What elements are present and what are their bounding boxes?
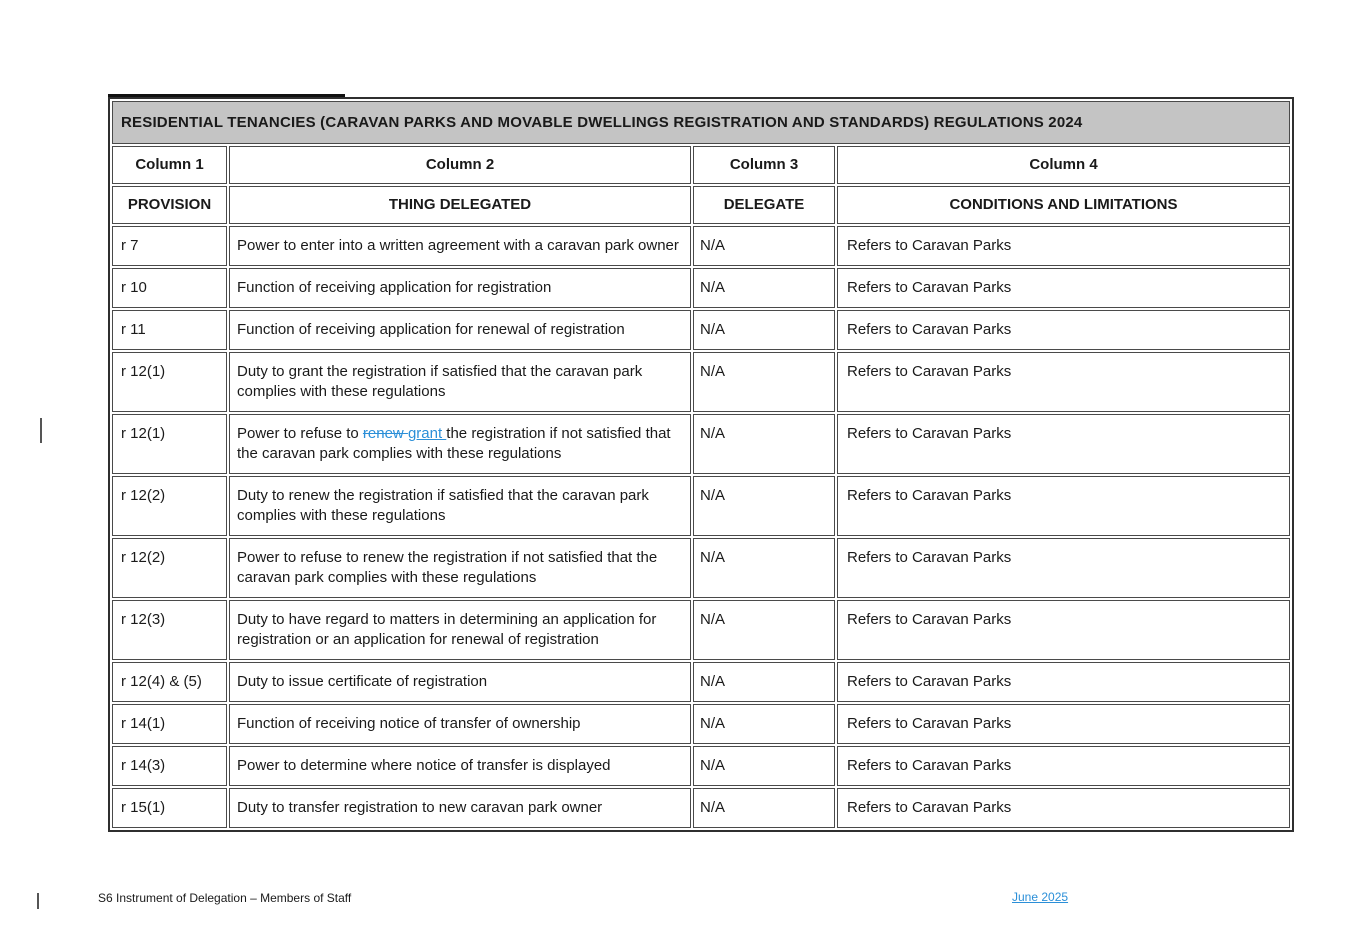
table-body xyxy=(112,101,1290,828)
conditions-cell: Refers to Caravan Parks xyxy=(837,268,1290,308)
provision-cell: r 12(1) xyxy=(112,414,227,474)
delegate-cell: N/A xyxy=(693,788,835,828)
delegate-cell: N/A xyxy=(693,538,835,598)
table-row xyxy=(112,600,1290,660)
thing-delegated-cell: Function of receiving application for renewal of registration xyxy=(229,310,691,350)
delegate-cell: N/A xyxy=(693,268,835,308)
table-row xyxy=(112,538,1290,598)
column-number-header-row xyxy=(112,146,1290,184)
thing-delegated-cell: Duty to transfer registration to new caravan park owner xyxy=(229,788,691,828)
conditions-cell: Refers to Caravan Parks xyxy=(837,226,1290,266)
revision-change-bar-footer xyxy=(37,893,39,909)
delegate-cell: N/A xyxy=(693,226,835,266)
conditions-cell: Refers to Caravan Parks xyxy=(837,476,1290,536)
conditions-cell: Refers to Caravan Parks xyxy=(837,788,1290,828)
delegate-cell: N/A xyxy=(693,746,835,786)
table-row xyxy=(112,788,1290,828)
provision-cell: r 10 xyxy=(112,268,227,308)
column-2-header: Column 2 xyxy=(229,146,691,184)
thing-delegated-cell: Duty to grant the registration if satisfied that the caravan park complies with these regulations xyxy=(229,352,691,412)
thing-delegated-cell: Power to refuse to renew grant the registration if not satisfied that the caravan park complies with these regulations xyxy=(229,414,691,474)
conditions-cell: Refers to Caravan Parks xyxy=(837,746,1290,786)
conditions-header: CONDITIONS AND LIMITATIONS xyxy=(837,186,1290,224)
thing-delegated-cell: Power to refuse to renew the registration if not satisfied that the caravan park complies with these regulations xyxy=(229,538,691,598)
table-row xyxy=(112,268,1290,308)
column-4-header: Column 4 xyxy=(837,146,1290,184)
thing-delegated-cell: Duty to have regard to matters in determining an application for registration or an application for renewal of registration xyxy=(229,600,691,660)
thing-delegated-header: THING DELEGATED xyxy=(229,186,691,224)
provision-cell: r 15(1) xyxy=(112,788,227,828)
table-row xyxy=(112,476,1290,536)
conditions-cell: Refers to Caravan Parks xyxy=(837,662,1290,702)
table-row xyxy=(112,310,1290,350)
table-row xyxy=(112,662,1290,702)
conditions-cell: Refers to Caravan Parks xyxy=(837,538,1290,598)
provision-cell: r 12(2) xyxy=(112,476,227,536)
provision-cell: r 12(4) & (5) xyxy=(112,662,227,702)
delegation-table xyxy=(108,97,1294,832)
title-row xyxy=(112,101,1290,144)
conditions-cell: Refers to Caravan Parks xyxy=(837,600,1290,660)
conditions-cell: Refers to Caravan Parks xyxy=(837,704,1290,744)
conditions-cell: Refers to Caravan Parks xyxy=(837,310,1290,350)
provision-cell: r 14(1) xyxy=(112,704,227,744)
thing-delegated-cell: Function of receiving application for registration xyxy=(229,268,691,308)
delegate-cell: N/A xyxy=(693,600,835,660)
table-row xyxy=(112,704,1290,744)
thing-delegated-cell: Power to determine where notice of transfer is displayed xyxy=(229,746,691,786)
provision-cell: r 12(1) xyxy=(112,352,227,412)
table-row xyxy=(112,746,1290,786)
revision-change-bar xyxy=(40,418,42,443)
delegate-cell: N/A xyxy=(693,414,835,474)
column-1-header: Column 1 xyxy=(112,146,227,184)
thing-delegated-cell: Duty to issue certificate of registration xyxy=(229,662,691,702)
conditions-cell: Refers to Caravan Parks xyxy=(837,414,1290,474)
field-header-row xyxy=(112,186,1290,224)
inserted-text: grant xyxy=(407,425,447,442)
thing-delegated-cell: Power to enter into a written agreement with a caravan park owner xyxy=(229,226,691,266)
provision-cell: r 12(3) xyxy=(112,600,227,660)
provision-cell: r 12(2) xyxy=(112,538,227,598)
provision-header: PROVISION xyxy=(112,186,227,224)
table-row xyxy=(112,414,1290,474)
footer-date-link[interactable]: June 2025 xyxy=(1012,890,1069,904)
delegate-cell: N/A xyxy=(693,704,835,744)
regulation-title: RESIDENTIAL TENANCIES (CARAVAN PARKS AND MOVABLE DWELLINGS REGISTRATION AND STANDARDS) REGULATIONS 2024 xyxy=(112,101,1290,144)
thing-delegated-cell: Duty to renew the registration if satisfied that the caravan park complies with these regulations xyxy=(229,476,691,536)
column-3-header: Column 3 xyxy=(693,146,835,184)
deleted-text: renew xyxy=(362,425,408,442)
footer-document-title: S6 Instrument of Delegation – Members of Staff xyxy=(98,891,352,905)
delegate-cell: N/A xyxy=(693,662,835,702)
provision-cell: r 7 xyxy=(112,226,227,266)
provision-cell: r 14(3) xyxy=(112,746,227,786)
delegate-cell: N/A xyxy=(693,352,835,412)
delegate-cell: N/A xyxy=(693,476,835,536)
provision-cell: r 11 xyxy=(112,310,227,350)
delegate-cell: N/A xyxy=(693,310,835,350)
thing-delegated-cell: Function of receiving notice of transfer of ownership xyxy=(229,704,691,744)
table-row xyxy=(112,226,1290,266)
table-row xyxy=(112,352,1290,412)
conditions-cell: Refers to Caravan Parks xyxy=(837,352,1290,412)
delegate-header: DELEGATE xyxy=(693,186,835,224)
